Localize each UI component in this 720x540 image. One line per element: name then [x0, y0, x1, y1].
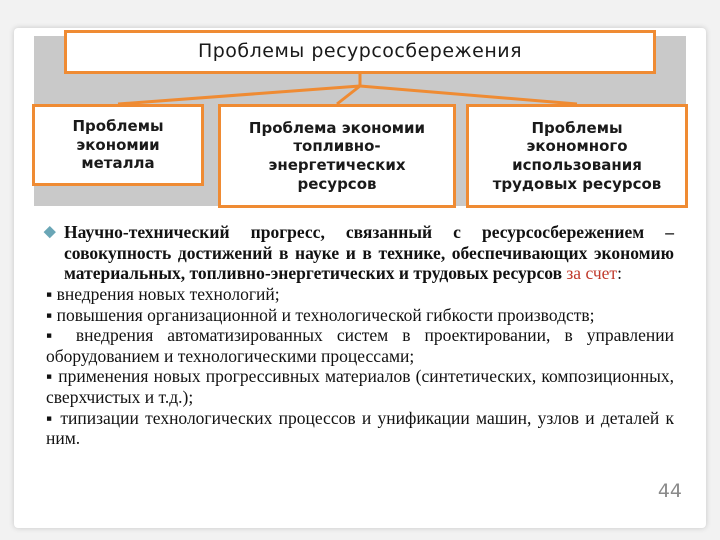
definition-paragraph — [46, 222, 674, 284]
list-item: ▪ внедрения новых технологий; — [46, 283, 280, 304]
body-text — [46, 222, 674, 449]
branch-label: Проблемы экономии металла — [72, 116, 164, 173]
diagram-title: Проблемы ресурсосбережения — [197, 40, 523, 63]
list-item: ▪ типизации технологических процессов и унификации машин, узлов и деталей к ним. — [46, 407, 674, 449]
lead-end: : — [617, 263, 622, 284]
list-item: ▪ внедрения автоматизированных систем в проектировании, в управлении оборудованием и технологическими процессами; — [46, 325, 674, 366]
branch-label: Проблема экономии топливно- энергетических ресурсов — [248, 118, 426, 193]
diagram-branch-fuel-energy — [218, 104, 456, 208]
branch-label: Проблемы экономного использования трудовых ресурсов — [492, 118, 662, 193]
list-item: ▪ применения новых прогрессивных материалов (синтетических, композиционных, сверхчистых и т.д.); — [46, 366, 674, 408]
lead-term: Научно-технический — [64, 222, 230, 242]
diagram-branch-metal — [32, 104, 204, 186]
bullet-icon: ◆ — [44, 224, 56, 240]
lead-highlight: за счет — [566, 263, 618, 284]
list-item: ▪ повышения организационной и технологической гибкости производств; — [46, 304, 595, 325]
page-number: 44 — [657, 480, 682, 502]
lead-term2: прогресс — [250, 222, 321, 242]
lead-rest: , связанный с ресурсосбережением – совокупность достижений в науке и в технике, обеспечивающих экономию материальных, топливно-энергетических и трудовых ресурсов — [64, 222, 675, 284]
diagram-title-box — [64, 30, 656, 74]
diagram-branch-labor — [466, 104, 688, 208]
